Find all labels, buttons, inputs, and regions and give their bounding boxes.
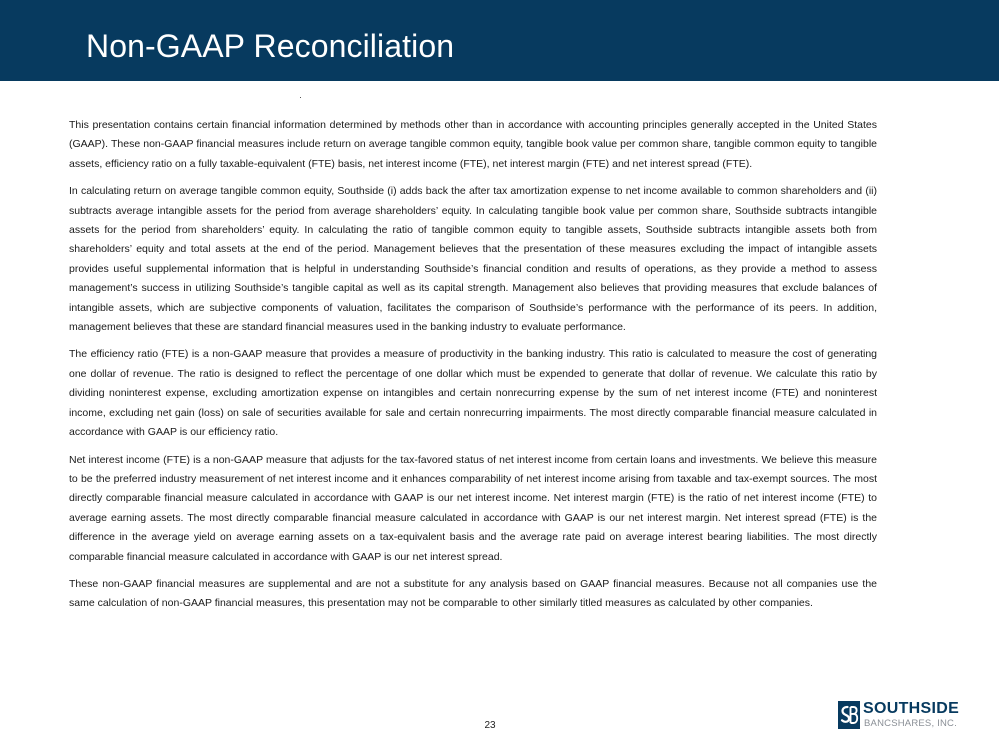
paragraph-net-interest: Net interest income (FTE) is a non-GAAP measure that adjusts for the tax-favored status of net interest income from certain loans and investments. We believe this measure to be the preferred industry measurement of net interest income and it enhances comparability of net interest income arising from taxable and tax-exempt sources. The most directly comparable financial measure calculated in accordance with GAAP is our net interest income. Net interest margin (FTE) is the ratio of net interest income (FTE) to average earning assets. The most directly comparable financial measure calculated in accordance with GAAP is our net interest margin. Net interest spread (FTE) is the difference in the average yield on average earning assets on a tax-equivalent basis and the average rate paid on average interest bearing liabilities. The most directly comparable financial measure calculated in accordance with GAAP is our net interest spread. [69,453,877,563]
paragraph-efficiency-ratio: The efficiency ratio (FTE) is a non-GAAP measure that provides a measure of productivity in the banking industry. This ratio is calculated to measure the cost of generating one dollar of revenue. The ratio is designed to reflect the percentage of one dollar which must be expended to generate that dollar of revenue. We calculate this ratio by dividing noninterest expense, excluding amortization expense on intangibles and certain nonrecurring expense by the sum of net interest income (FTE) and noninterest income, excluding net gain (loss) on sale of securities available for sale and certain nonrecurring impairments. The most directly comparable financial measure calculated in accordance with GAAP is our efficiency ratio. [69,348,877,439]
page-title: Non-GAAP Reconciliation [86,28,455,64]
southside-sb-logo-icon [838,701,860,729]
paragraph-disclaimer: These non-GAAP financial measures are supplemental and are not a substitute for any analysis based on GAAP financial measures. Because not all companies use the same calculation of non-GAAP financial measures, this presentation may not be comparable to other similarly titled measures as calculated by other companies. [69,577,877,610]
logo-name: SOUTHSIDE [863,700,960,717]
paragraph-intro: This presentation contains certain financial information determined by methods other than in accordance with accounting principles generally accepted in the United States (GAAP). These non-GAAP financial measures include return on average tangible common equity, tangible book value per common share, tangible common equity to tangible assets, efficiency ratio on a fully taxable-equivalent (FTE) basis, net interest income (FTE), net interest margin (FTE) and net interest spread (FTE). [69,119,877,170]
paragraph-tangible-equity: In calculating return on average tangible common equity, Southside (i) adds back the after tax amortization expense to net income available to common shareholders and (ii) subtracts average intangible assets for the period from average shareholders’ equity. In calculating tangible book value per common share, Southside subtracts intangible assets for the period from shareholders’ equity. In calculating the ratio of tangible common equity to tangible assets, Southside subtracts intangible assets both from shareholders’ equity and total assets at the end of the period. Management believes that the presentation of these measures excluding the impact of intangible assets provides useful supplemental information that is helpful in understanding Southside’s financial condition and results of operations, as they provide a method to assess management’s success in utilizing Southside’s tangible capital as well as its capital strength. Management also believes that providing measures that exclude balances of intangible assets, which are subjective components of valuation, facilitates the comparison of Southside’s performance with the performance of its peers. In addition, management believes that these are standard financial measures used in the banking industry to evaluate performance. [69,185,877,334]
company-logo [838,701,970,731]
body-text [69,116,877,622]
header-bar [0,0,999,81]
page-number: 23 [484,720,496,731]
logo-subtitle: BANCSHARES, INC. [864,718,957,729]
decorative-dot [300,97,301,98]
